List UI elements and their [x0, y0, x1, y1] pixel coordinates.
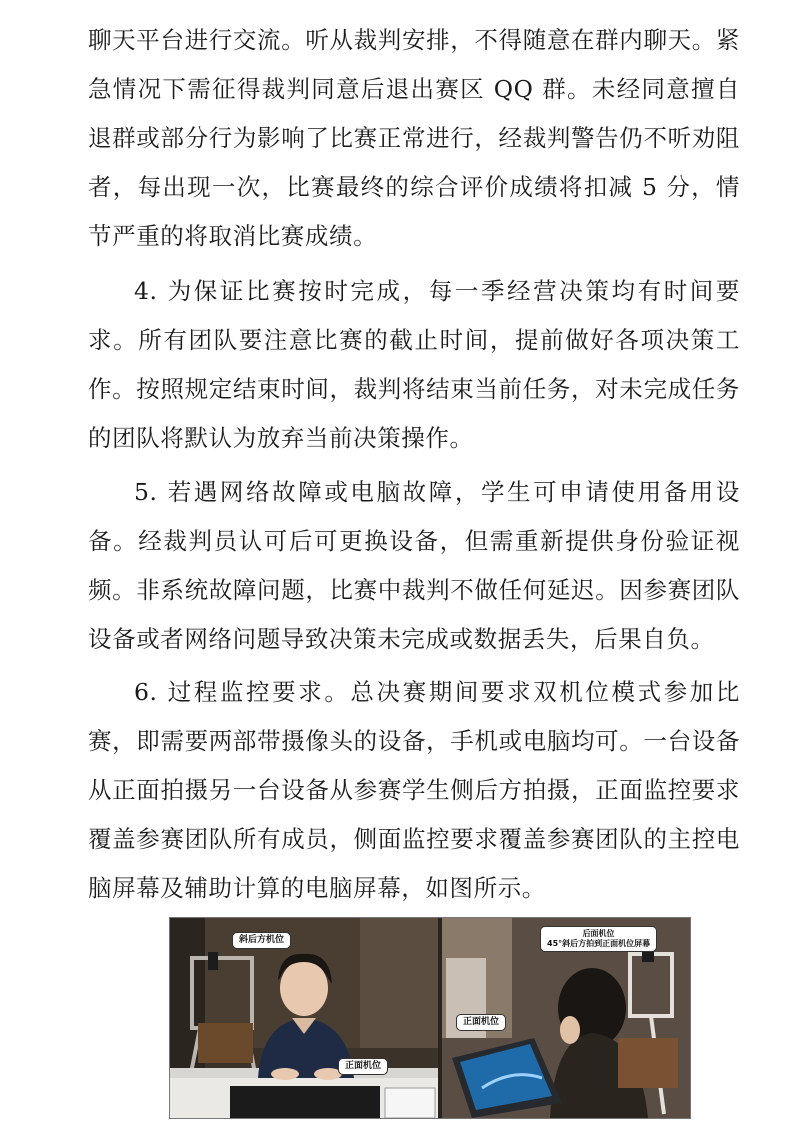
callout-rear-camera: 斜后方机位	[232, 932, 291, 949]
paragraph-rule-5: 5. 若遇网络故障或电脑故障，学生可申请使用备用设备。经裁判员认可后可更换设备，但需重新提供身份验证视频。非系统故障问题，比赛中裁判不做任何延迟。因参赛团队设备或者网络问题导致决策未完成或数据丢失，后果自负。	[88, 478, 740, 653]
paragraph-rule-6: 6. 过程监控要求。总决赛期间要求双机位模式参加比赛，即需要两部带摄像头的设备，手机或电脑均可。一台设备从正面拍摄另一台设备从参赛学生侧后方拍摄，正面监控要求覆盖参赛团队所有成员，侧面监控要求覆盖参赛团队的主控电脑屏幕及辅助计算的电脑屏幕，如图所示。	[88, 678, 740, 902]
rear-view-photo	[442, 918, 690, 1118]
front-view-photo	[170, 918, 438, 1118]
callout-rear-camera-45	[540, 926, 657, 952]
front-view-illustration	[170, 918, 438, 1118]
callout-front-camera: 正面机位	[338, 1058, 388, 1075]
callout-front-camera-right: 正面机位	[456, 1014, 506, 1031]
paragraph-continued: 聊天平台进行交流。听从裁判安排，不得随意在群内聊天。紧急情况下需征得裁判同意后退出赛区 QQ 群。未经同意擅自退群或部分行为影响了比赛正常进行，经裁判警告仍不听劝阻者，每出现一次，比赛最终的综合评价成绩将扣减 5 分，情节严重的将取消比赛成绩。	[88, 26, 740, 250]
paragraph-rule-4: 4. 为保证比赛按时完成，每一季经营决策均有时间要求。所有团队要注意比赛的截止时间，提前做好各项决策工作。按照规定结束时间，裁判将结束当前任务，对未完成任务的团队将默认为放弃当前决策操作。	[88, 277, 740, 452]
callout-rear-camera-note: 45°斜后方拍到正面机位屏幕	[547, 939, 651, 948]
callout-rear-camera-title: 后面机位	[582, 929, 615, 938]
camera-setup-figure	[169, 917, 691, 1119]
